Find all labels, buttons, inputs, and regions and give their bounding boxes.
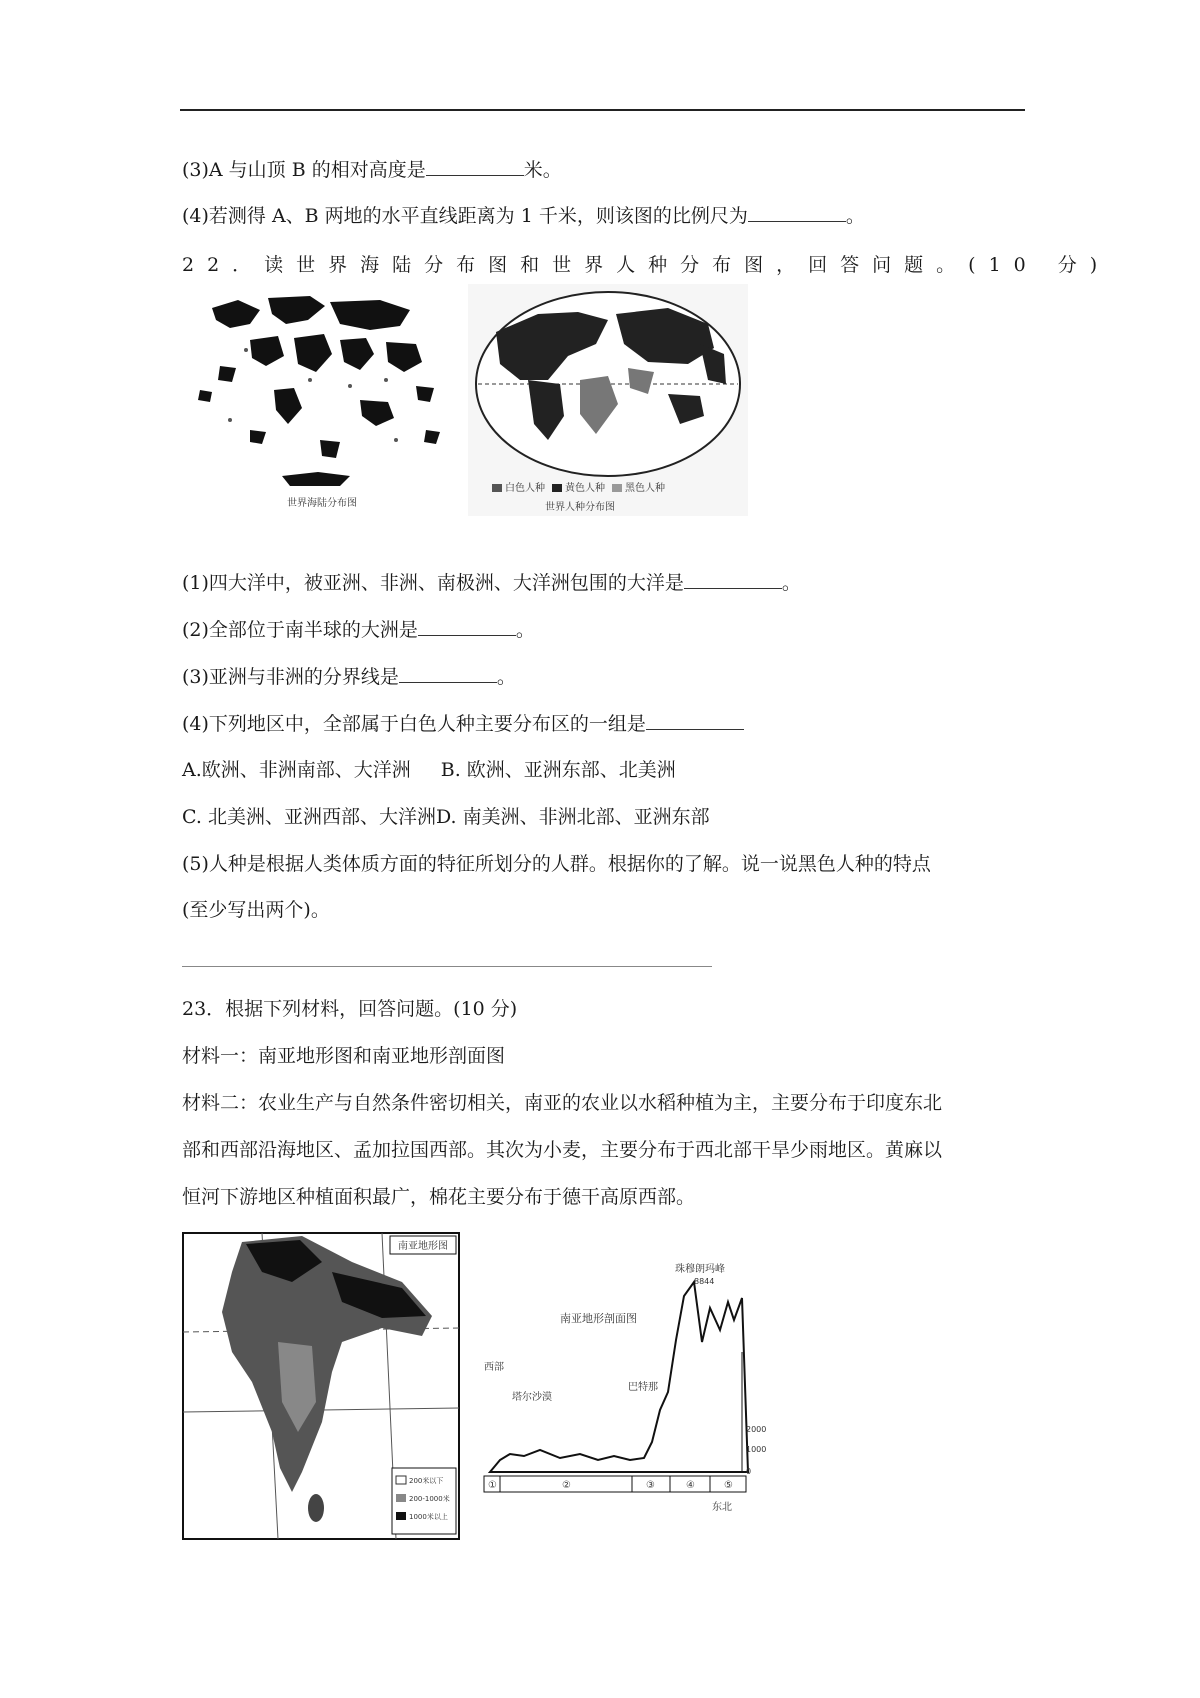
svg-text:东北: 东北: [712, 1502, 732, 1513]
answer-blank[interactable]: [426, 157, 524, 176]
svg-text:200-1000米: 200-1000米: [409, 1495, 450, 1503]
q22-part5-line1: (5)人种是根据人类体质方面的特征所划分的人群。根据你的了解。说一说黑色人种的特点: [182, 853, 931, 875]
option-d[interactable]: D. 南美洲、非洲北部、亚洲东部: [435, 806, 710, 828]
svg-text:0: 0: [746, 1467, 752, 1476]
q22-options-ab: [182, 757, 676, 783]
svg-text:④: ④: [686, 1480, 695, 1491]
svg-text:巴特那: 巴特那: [628, 1382, 658, 1393]
q21-part4: (4)若测得 A、B 两地的水平直线距离为 1 千米，则该图的比例尺为 。: [182, 205, 865, 227]
q21-part3: (3)A 与山顶 B 的相对高度是 米。: [182, 159, 562, 181]
svg-text:塔尔沙漠: 塔尔沙漠: [512, 1392, 552, 1403]
q22-title: 22．读世界海陆分布图和世界人种分布图，回答问题。(10 分): [182, 254, 1111, 276]
profile-title: 南亚地形剖面图: [560, 1312, 637, 1325]
svg-text:1000: 1000: [746, 1445, 767, 1454]
south-asia-map: [182, 1232, 460, 1540]
q22-part2: (2)全部位于南半球的大洲是 。: [182, 619, 535, 641]
answer-blank[interactable]: [646, 711, 744, 730]
svg-text:8844: 8844: [694, 1277, 715, 1286]
answer-line[interactable]: [182, 966, 712, 967]
option-c[interactable]: C. 北美洲、亚洲西部、大洋洲: [182, 806, 436, 828]
q22-part5-line2: (至少写出两个)。: [182, 899, 330, 921]
world-land-sea-map: [190, 290, 455, 515]
q22-part4: (4)下列地区中，全部属于白色人种主要分布区的一组是: [182, 711, 744, 737]
answer-blank[interactable]: [418, 617, 516, 636]
q23-material2-line2: 部和西部沿海地区、孟加拉国西部。其次为小麦，主要分布于西北部干旱少雨地区。黄麻以: [182, 1139, 943, 1161]
q23-material2-line1: 材料二：农业生产与自然条件密切相关，南亚的农业以水稻种植为主，主要分布于印度东北: [182, 1092, 943, 1114]
answer-blank[interactable]: [748, 203, 846, 222]
option-b[interactable]: B. 欧洲、亚洲东部、北美洲: [440, 759, 676, 781]
svg-text:西部: 西部: [484, 1362, 504, 1373]
svg-text:①: ①: [488, 1480, 497, 1491]
svg-text:1000米以上: 1000米以上: [409, 1513, 448, 1521]
answer-blank[interactable]: [399, 664, 497, 683]
svg-text:200米以下: 200米以下: [409, 1477, 444, 1485]
fig-caption: 世界人种分布图: [545, 502, 615, 513]
option-a[interactable]: A.欧洲、非洲南部、大洋洲: [182, 759, 411, 781]
fig-caption: 世界海陆分布图: [287, 498, 357, 509]
peak-label: 珠穆朗玛峰: [675, 1264, 725, 1275]
q23-material1: 材料一：南亚地形图和南亚地形剖面图: [182, 1045, 506, 1067]
q22-part3: (3)亚洲与非洲的分界线是 。: [182, 666, 516, 688]
svg-text:③: ③: [646, 1480, 655, 1491]
q22-part1: (1)四大洋中，被亚洲、非洲、南极洲、大洋洲包围的大洋是 。: [182, 572, 801, 594]
q22-options-cd: [182, 804, 710, 830]
south-asia-profile: [480, 1232, 770, 1540]
q23-material2-line3: 恒河下游地区种植面积最广，棉花主要分布于德干高原西部。: [182, 1186, 696, 1208]
svg-text:黄色人种: 黄色人种: [565, 483, 605, 494]
svg-text:黑色人种: 黑色人种: [625, 483, 665, 494]
q23-title: 23．根据下列材料，回答问题。(10 分): [182, 998, 518, 1020]
map-title: 南亚地形图: [398, 1241, 448, 1252]
answer-blank[interactable]: [684, 570, 782, 589]
world-race-map: [468, 284, 748, 516]
header-rule: [180, 109, 1025, 111]
svg-text:②: ②: [562, 1480, 571, 1491]
svg-text:2000: 2000: [746, 1425, 767, 1434]
svg-text:⑤: ⑤: [724, 1480, 733, 1491]
svg-text:白色人种: 白色人种: [505, 483, 545, 494]
